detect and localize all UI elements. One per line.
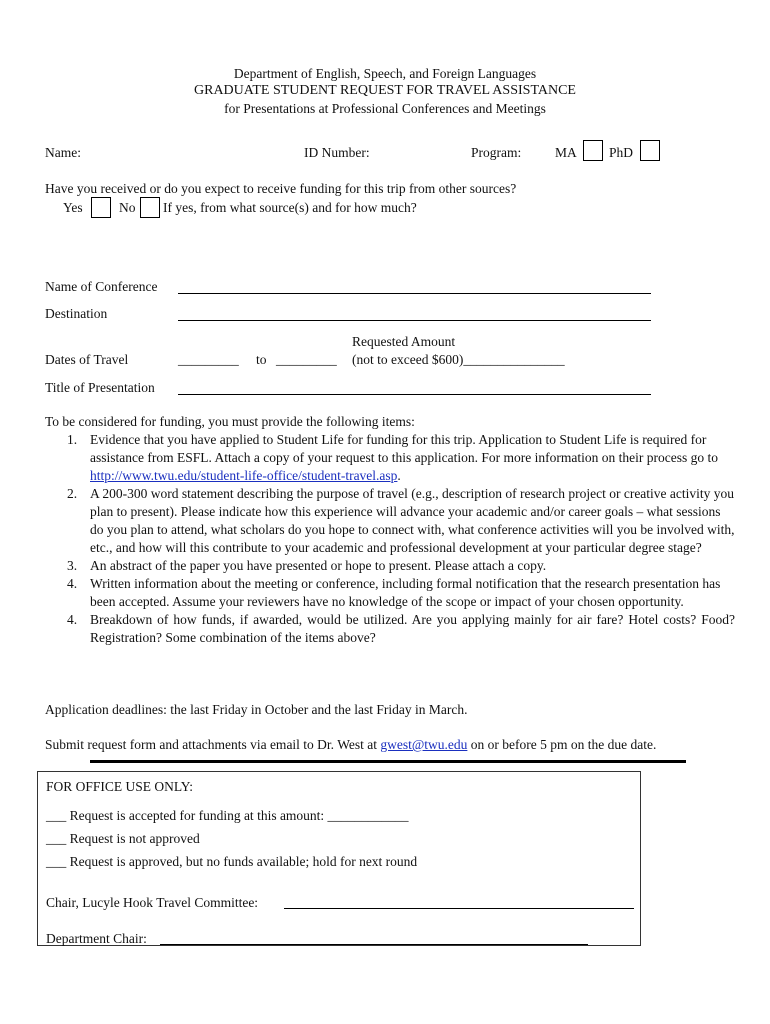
email-link[interactable]: gwest@twu.edu (380, 737, 468, 752)
no-label: No (119, 200, 136, 215)
list-number: 4. (67, 612, 78, 627)
department-chair-signature-line[interactable] (160, 944, 588, 945)
destination-label: Destination (45, 306, 108, 321)
list-item (45, 431, 735, 485)
list-number: 1. (67, 432, 78, 447)
travel-committee-signature-line[interactable] (284, 908, 634, 909)
requested-amount-label: Requested Amount (352, 334, 456, 349)
yes-checkbox[interactable] (91, 197, 111, 218)
date-from-field[interactable]: _________ (178, 352, 239, 367)
list-item-text: An abstract of the paper you have presented or hope to present. Please attach a copy. (90, 558, 547, 573)
presentation-title-label: Title of Presentation (45, 380, 155, 395)
list-item (45, 557, 735, 575)
department-chair-label: Department Chair: (46, 931, 147, 946)
date-to-label: to (256, 352, 267, 367)
requested-amount-field[interactable]: (not to exceed $600)_______________ (352, 352, 565, 367)
conference-name-line[interactable] (178, 293, 651, 294)
funding-followup: If yes, from what source(s) and for how much? (163, 200, 417, 215)
office-no-funds-line: ___ Request is approved, but no funds available; hold for next round (46, 854, 418, 869)
list-number: 4. (67, 576, 78, 591)
application-deadlines: Application deadlines: the last Friday in October and the last Friday in March. (45, 702, 468, 717)
office-accepted-line: ___ Request is accepted for funding at this amount: ____________ (46, 808, 409, 823)
ma-checkbox[interactable] (583, 140, 603, 161)
ma-label: MA (555, 145, 577, 160)
divider (90, 760, 686, 763)
name-label: Name: (45, 145, 81, 160)
dates-of-travel-label: Dates of Travel (45, 352, 129, 367)
department-heading: Department of English, Speech, and Foreign Languages (233, 66, 537, 81)
submit-text: Submit request form and attachments via email to Dr. West at (45, 737, 381, 752)
date-to-field[interactable]: _________ (276, 352, 337, 367)
office-not-approved-line: ___ Request is not approved (46, 831, 200, 846)
funding-question: Have you received or do you expect to receive funding for this trip from other sources? (45, 181, 517, 196)
form-subtitle: for Presentations at Professional Conferences and Meetings (224, 101, 546, 116)
submit-text-end: on or before 5 pm on the due date. (467, 737, 657, 752)
list-item (45, 485, 735, 557)
requirements-list (45, 413, 735, 647)
program-label: Program: (471, 145, 522, 160)
list-item-end: . (397, 468, 401, 483)
list-item (45, 611, 735, 647)
no-checkbox[interactable] (140, 197, 160, 218)
submit-instructions (45, 737, 656, 753)
list-item-text: Breakdown of how funds, if awarded, would be utilized. Are you applying mainly for air fare? Hotel costs? Food? Registration? Some combination of the items above? (90, 612, 735, 645)
office-use-heading: FOR OFFICE USE ONLY: (46, 779, 194, 794)
conference-name-label: Name of Conference (45, 279, 158, 294)
list-number: 3. (67, 558, 78, 573)
id-number-label: ID Number: (304, 145, 370, 160)
student-travel-link[interactable]: http://www.twu.edu/student-life-office/student-travel.asp (90, 468, 398, 483)
presentation-title-line[interactable] (178, 394, 651, 395)
list-number: 2. (67, 486, 78, 501)
travel-committee-chair-label: Chair, Lucyle Hook Travel Committee: (46, 895, 259, 910)
list-item-text: Written information about the meeting or conference, including formal notification that the research presentation has been accepted. Assume your reviewers have no knowledge of the scope or impact of your chosen opportunity. (90, 576, 721, 609)
list-item-text: A 200-300 word statement describing the purpose of travel (e.g., description of research project or creative activity you plan to present). Please indicate how this experience will advance your academic and/or career goals – what sessions do you plan to attend, what scholars do you hope to connect with, what conference activities will you be involved with, etc., and how will this contribute to your academic and professional development at your particular degree stage? (90, 486, 735, 555)
requirements-intro: To be considered for funding, you must provide the following items: (45, 414, 415, 429)
form-title: GRADUATE STUDENT REQUEST FOR TRAVEL ASSISTANCE (194, 83, 576, 98)
phd-label: PhD (609, 145, 634, 160)
office-use-box (37, 771, 641, 946)
list-item (45, 575, 735, 611)
yes-label: Yes (63, 200, 83, 215)
destination-line[interactable] (178, 320, 651, 321)
list-item-text: Evidence that you have applied to Student Life for funding for this trip. Application to Student Life is required for assistance from ESFL. Attach a copy of your request to this application. For more information on their process go to (90, 432, 718, 465)
phd-checkbox[interactable] (640, 140, 660, 161)
